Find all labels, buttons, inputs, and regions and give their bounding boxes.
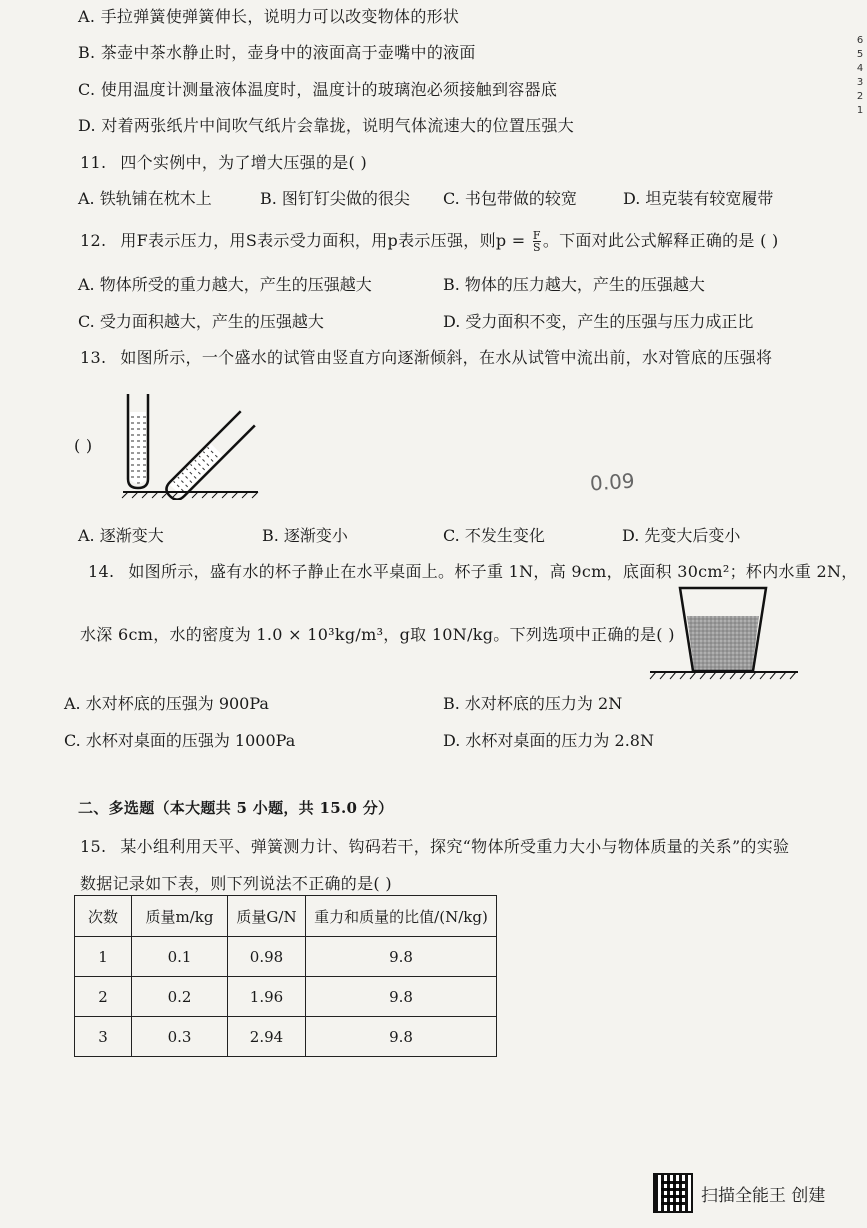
q12-option-c: C. 受力面积越大，产生的压强越大 xyxy=(78,312,324,331)
margin-number: 6 xyxy=(856,35,864,46)
table-cell: 0.2 xyxy=(132,977,228,1017)
margin-number: 5 xyxy=(856,49,864,60)
qr-code-icon xyxy=(653,1173,693,1213)
table-header-row xyxy=(75,896,497,937)
section-title: 二、多选题（本大题共 5 小题，共 15.0 分） xyxy=(78,799,394,817)
q11-option-d: D. 坦克装有较宽履带 xyxy=(623,189,774,208)
q14-option-d: D. 水杯对桌面的压力为 2.8N xyxy=(443,731,654,750)
q10-option-d: D. 对着两张纸片中间吹气纸片会靠拢，说明气体流速大的位置压强大 xyxy=(78,116,575,135)
q10-option-b: B. 茶壶中茶水静止时，壶身中的液面高于壶嘴中的液面 xyxy=(78,43,476,62)
margin-number: 3 xyxy=(856,77,864,88)
q14-stem-line1 xyxy=(88,559,858,582)
table-header: 质量G/N xyxy=(228,896,306,937)
q15-number: 15. xyxy=(80,837,107,856)
data-table xyxy=(74,895,497,1057)
table-cell: 2 xyxy=(75,977,132,1017)
table-cell: 0.3 xyxy=(132,1017,228,1057)
table-header: 质量m/kg xyxy=(132,896,228,937)
margin-number: 4 xyxy=(856,63,864,74)
margin-number: 1 xyxy=(856,105,864,116)
q11-stem xyxy=(80,150,367,173)
q11-option-c: C. 书包带做的较宽 xyxy=(443,189,577,208)
q14-stem-line2: 水深 6cm，水的密度为 1.0 × 10³kg/m³，g取 10N/kg。下列选项中正确的是( ) xyxy=(80,625,675,644)
q12-stem xyxy=(80,228,779,253)
q11-text: 四个实例中，为了增大压强的是( ) xyxy=(120,153,368,172)
table-cell: 3 xyxy=(75,1017,132,1057)
q12-option-b: B. 物体的压力越大，产生的压强越大 xyxy=(443,275,705,294)
margin-number: 2 xyxy=(856,91,864,102)
q11-option-b: B. 图钉钉尖做的很尖 xyxy=(260,189,410,208)
scanner-watermark xyxy=(653,1173,825,1213)
q14-option-c: C. 水杯对桌面的压强为 1000Pa xyxy=(64,731,296,750)
tilted-tube-water xyxy=(170,444,222,496)
q12-number: 12. xyxy=(80,231,107,250)
q11-option-a: A. 铁轨铺在枕木上 xyxy=(78,189,212,208)
watermark-label: 扫描全能王 创建 xyxy=(701,1185,826,1206)
table-row xyxy=(75,937,497,977)
q15-text-line1: 某小组利用天平、弹簧测力计、钩码若干，探究“物体所受重力大小与物体质量的关系”的实验 xyxy=(120,837,790,856)
table-header: 次数 xyxy=(75,896,132,937)
test-tube-figure xyxy=(118,384,268,500)
q12-text-part2: 。下面对此公式解释正确的是 ( ) xyxy=(542,231,779,250)
table-cell: 1.96 xyxy=(228,977,306,1017)
q14-text-line1: 如图所示，盛有水的杯子静止在水平桌面上。杯子重 1N，高 9cm，底面积 30cm²；杯内水重 2N， xyxy=(128,562,858,581)
margin-numbers xyxy=(855,34,865,118)
q11-number: 11. xyxy=(80,153,107,172)
table-header: 重力和质量的比值/(N/kg) xyxy=(306,896,497,937)
table-cell: 9.8 xyxy=(306,1017,497,1057)
q10-option-c: C. 使用温度计测量液体温度时，温度计的玻璃泡必须接触到容器底 xyxy=(78,80,558,99)
q13-option-d: D. 先变大后变小 xyxy=(622,526,741,545)
q13-stem xyxy=(80,345,772,368)
q12-formula-numerator: F xyxy=(532,229,541,242)
q12-text-part1: 用F表示压力，用S表示受力面积，用p表示压强，则p = xyxy=(120,231,531,250)
table-cell: 2.94 xyxy=(228,1017,306,1057)
table-cell: 9.8 xyxy=(306,977,497,1017)
q10-option-a: A. 手拉弹簧使弹簧伸长，说明力可以改变物体的形状 xyxy=(78,7,460,26)
cup-water xyxy=(687,616,759,670)
q12-option-d: D. 受力面积不变，产生的压强与压力成正比 xyxy=(443,312,754,331)
vertical-tube-water xyxy=(130,412,146,480)
q14-number: 14. xyxy=(88,562,115,581)
q12-formula xyxy=(533,230,541,253)
table-cell: 1 xyxy=(75,937,132,977)
q12-formula-denominator: S xyxy=(532,241,541,254)
q13-option-b: B. 逐渐变小 xyxy=(262,526,348,545)
q14-option-a: A. 水对杯底的压强为 900Pa xyxy=(64,694,269,713)
q15-stem-line2: 数据记录如下表，则下列说法不正确的是( ) xyxy=(80,874,392,893)
q13-text: 如图所示，一个盛水的试管由竖直方向逐渐倾斜，在水从试管中流出前，水对管底的压强将 xyxy=(120,348,773,367)
table-cell: 0.98 xyxy=(228,937,306,977)
q13-option-a: A. 逐渐变大 xyxy=(78,526,164,545)
water-cup-figure xyxy=(648,584,808,682)
table-cell: 0.1 xyxy=(132,937,228,977)
q14-option-b: B. 水对杯底的压力为 2N xyxy=(443,694,623,713)
q15-stem-line1 xyxy=(80,834,789,857)
table-row xyxy=(75,1017,497,1057)
q13-paren: ( ) xyxy=(74,436,93,455)
q13-number: 13. xyxy=(80,348,107,367)
handwritten-note: 0.09 xyxy=(589,468,636,496)
q13-option-c: C. 不发生变化 xyxy=(443,526,545,545)
table-row xyxy=(75,977,497,1017)
table-cell: 9.8 xyxy=(306,937,497,977)
q12-option-a: A. 物体所受的重力越大，产生的压强越大 xyxy=(78,275,372,294)
